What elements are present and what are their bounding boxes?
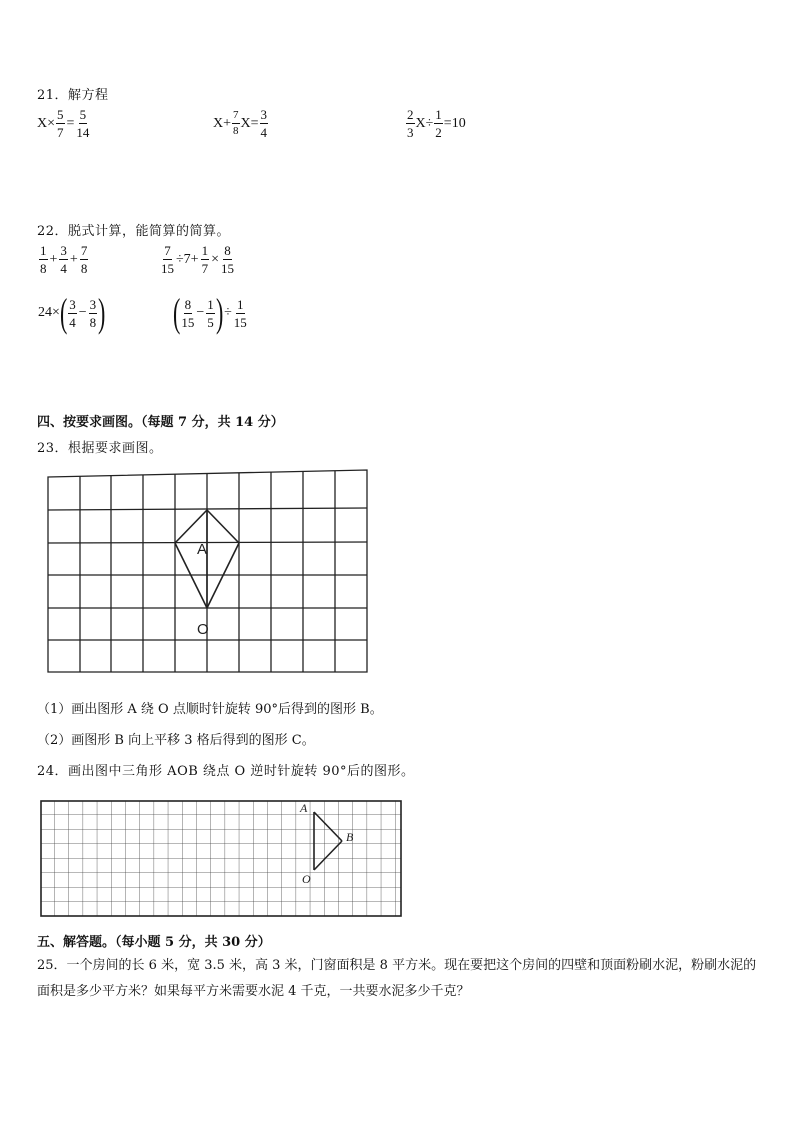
denominator: 3 [407,125,414,140]
q24-title: 24．画出图中三角形 AOB 绕点 O 逆时针旋转 90°后的图形。 [37,764,415,779]
denominator: 15 [233,314,247,330]
denominator: 4 [60,261,67,276]
numerator: 1 [435,107,442,122]
numerator: 1 [201,243,209,258]
denominator: 8 [89,314,97,330]
operator: × [211,251,219,267]
numerator: 2 [407,107,414,122]
numerator: 8 [184,296,192,312]
label-o: O [197,621,209,638]
e4-fraction-a [181,298,194,329]
eq2-fraction-a [232,110,240,137]
q22-expression-2 [160,244,235,275]
eq1-fraction-a [56,108,65,139]
denominator: 4 [69,314,76,330]
q23-title: 23．根据要求画图。 [37,441,163,456]
eq1-fraction-b [76,108,89,139]
eq2-var2: X= [240,115,259,131]
leading-term: 24× [38,305,60,320]
numerator: 1 [237,296,244,312]
right-paren: ) [215,290,224,335]
operator: + [49,251,58,267]
q21-equation-1 [37,108,90,139]
numerator: 3 [260,107,268,122]
denominator: 8 [80,261,88,276]
e2-fraction-b [201,244,210,275]
numerator: 3 [60,243,67,258]
numerator: 7 [164,243,171,258]
figure-a-kite [175,510,239,608]
label-a: A [300,801,308,815]
e4-fraction-b [206,298,215,329]
numerator: 8 [224,243,231,258]
denominator: 15 [181,314,195,330]
label-b: B [346,830,354,844]
e3-fraction-a [68,298,77,329]
operator: + [69,251,78,267]
eq1-var: X× [37,115,56,131]
operator: ÷ [224,305,232,320]
denominator: 7 [201,261,209,276]
q24-grid [41,801,401,916]
q23-grid-figure [45,466,385,676]
eq3-fraction-a [406,108,415,139]
numerator: 5 [79,107,87,122]
q22-expression-4 [172,290,248,335]
denominator: 15 [221,261,234,276]
operator: − [78,305,87,320]
denominator: 7 [57,125,64,140]
eq2-var: X+ [213,115,232,131]
q23-requirement-1: （1）画出图形 A 绕 O 点顺时针旋转 90°后得到的图形 B。 [37,702,383,717]
label-a: A [197,541,208,558]
denominator: 8 [40,261,47,276]
operator: ÷7+ [176,251,199,267]
left-paren: ( [172,290,181,335]
eq1-equals: = [66,115,75,131]
numerator: 5 [57,107,64,122]
q24-grid-figure [40,800,404,918]
e1-fraction-a [39,244,48,275]
eq3-rhs: =10 [443,115,466,131]
e1-fraction-b [59,244,68,275]
denominator: 8 [233,125,239,137]
q21-equation-2 [213,108,269,139]
eq2-fraction-b [260,108,269,139]
e3-fraction-b [89,298,98,329]
numerator: 1 [40,243,47,258]
operator: − [196,305,205,320]
right-paren: ) [98,290,106,335]
e4-fraction-c [234,298,247,329]
e2-fraction-c [221,244,234,275]
section-5-heading: 五、解答题。（每小题 5 分，共 30 分） [37,935,271,950]
numerator: 7 [232,110,240,124]
denominator: 15 [161,261,174,276]
numerator: 3 [89,296,97,312]
e2-fraction-a [161,244,174,275]
denominator: 5 [207,314,214,330]
numerator: 7 [80,243,88,258]
left-paren: ( [59,290,68,335]
q21-equation-3 [405,108,466,139]
numerator: 1 [207,296,214,312]
q22-expression-1 [38,244,89,275]
eq3-fraction-b [434,108,443,139]
q21-title: 21．解方程 [37,88,109,103]
section-4-heading: 四、按要求画图。（每题 7 分，共 14 分） [37,415,284,430]
denominator: 4 [260,125,268,140]
q23-requirement-2: （2）画图形 B 向上平移 3 格后得到的图形 C。 [37,733,315,748]
eq3-var: X÷ [415,115,434,131]
numerator: 3 [69,296,76,312]
q22-expression-3 [38,290,106,335]
q25-text: 25．一个房间的长 6 米，宽 3.5 米，高 3 米，门窗面积是 8 平方米。现在要把这个房间的四壁和顶面粉刷水泥，粉刷水泥的面积是多少平方米？如果每平方米需要水泥 4 千克，一共要水泥多少千克？ [37,958,757,999]
denominator: 2 [435,125,442,140]
label-o: O [302,872,311,886]
denominator: 14 [76,125,90,140]
e1-fraction-c [80,244,89,275]
q22-title: 22．脱式计算，能简算的简算。 [37,224,231,239]
